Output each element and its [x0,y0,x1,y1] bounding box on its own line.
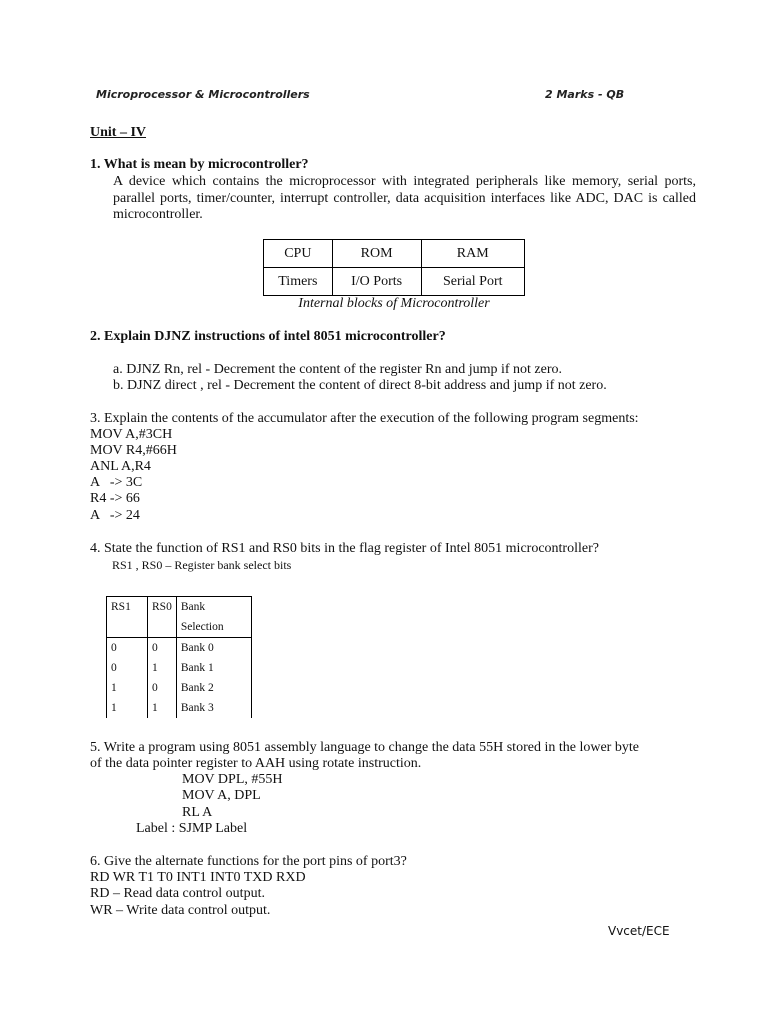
table-cell [107,617,148,638]
question-5-line-2: of the data pointer register to AAH using rotate instruction. [90,756,422,771]
code-line: MOV R4,#66H [90,443,177,458]
table-cell: CPU [264,240,333,268]
table-cell: Timers [264,268,333,296]
table-cell: 0 [107,638,148,659]
unit-title: Unit – IV [90,125,147,140]
code-line: ANL A,R4 [90,459,151,474]
header-course-title: Microprocessor & Microcontrollers [96,88,310,101]
code-line: RL A [182,805,213,820]
answer-6-line: WR – Write data control output. [90,903,271,918]
table-cell: Bank 0 [176,638,251,659]
answer-1: A device which contains the microprocessor with integrated peripherals like memory, serial ports, parallel ports, timer/counter, interrupt controller, data acquisition interfaces like ADC, DAC is called microcontroller. [113,174,696,222]
table-header-cell: Selection [176,617,251,638]
answer-6-line: RD – Read data control output. [90,886,265,901]
table-row [107,658,252,678]
table-cell: 0 [107,658,148,678]
microcontroller-blocks-table [263,239,525,296]
table-cell: 0 [148,638,177,659]
table-cell: 1 [148,658,177,678]
table-header-cell: RS0 [148,597,177,618]
table-cell: 0 [148,678,177,698]
table-cell: Serial Port [421,268,524,296]
table-row [107,698,252,718]
table-row [264,268,525,296]
table-cell: I/O Ports [332,268,421,296]
port-pins-line: RD WR T1 T0 INT1 INT0 TXD RXD [90,870,306,885]
code-line: MOV A,#3CH [90,427,173,442]
answer-4-subtitle: RS1 , RS0 – Register bank select bits [112,558,292,572]
code-line: MOV A, DPL [182,788,261,803]
table-cell: Bank 3 [176,698,251,718]
table-cell: 1 [107,698,148,718]
question-5-line-1: 5. Write a program using 8051 assembly language to change the data 55H stored in the lower byte [90,740,639,755]
code-label-line: Label : SJMP Label [136,821,248,836]
table-cell: 1 [107,678,148,698]
table-header-row [107,617,252,638]
table-header-cell: Bank [176,597,251,618]
header-doc-type: 2 Marks - QB [545,88,625,101]
question-2: 2. Explain DJNZ instructions of intel 8051 microcontroller? [90,329,446,344]
question-4: 4. State the function of RS1 and RS0 bits in the flag register of Intel 8051 microcontroller? [90,541,599,556]
question-3: 3. Explain the contents of the accumulator after the execution of the following program segments: [90,411,639,426]
table-cell [148,617,177,638]
answer-2-item-a: a. DJNZ Rn, rel - Decrement the content of the register Rn and jump if not zero. [113,362,563,377]
result-line: R4 -> 66 [90,491,140,506]
table-row [107,678,252,698]
table-header-cell: RS1 [107,597,148,618]
bank-select-table [106,596,252,718]
answer-2-item-b: b. DJNZ direct , rel - Decrement the content of direct 8-bit address and jump if not zero. [113,378,607,393]
table-caption: Internal blocks of Microcontroller [298,296,490,311]
table-cell: ROM [332,240,421,268]
result-line: A -> 3C [90,475,143,490]
code-line: MOV DPL, #55H [182,772,283,787]
table-cell: Bank 1 [176,658,251,678]
table-cell: RAM [421,240,524,268]
table-row [107,638,252,659]
table-cell: Bank 2 [176,678,251,698]
table-header-row [107,597,252,618]
question-6: 6. Give the alternate functions for the port pins of port3? [90,854,407,869]
question-1: 1. What is mean by microcontroller? [90,157,309,172]
result-line: A -> 24 [90,508,140,523]
table-row [264,240,525,268]
table-cell: 1 [148,698,177,718]
footer-department: Vvcet/ECE [608,924,670,938]
